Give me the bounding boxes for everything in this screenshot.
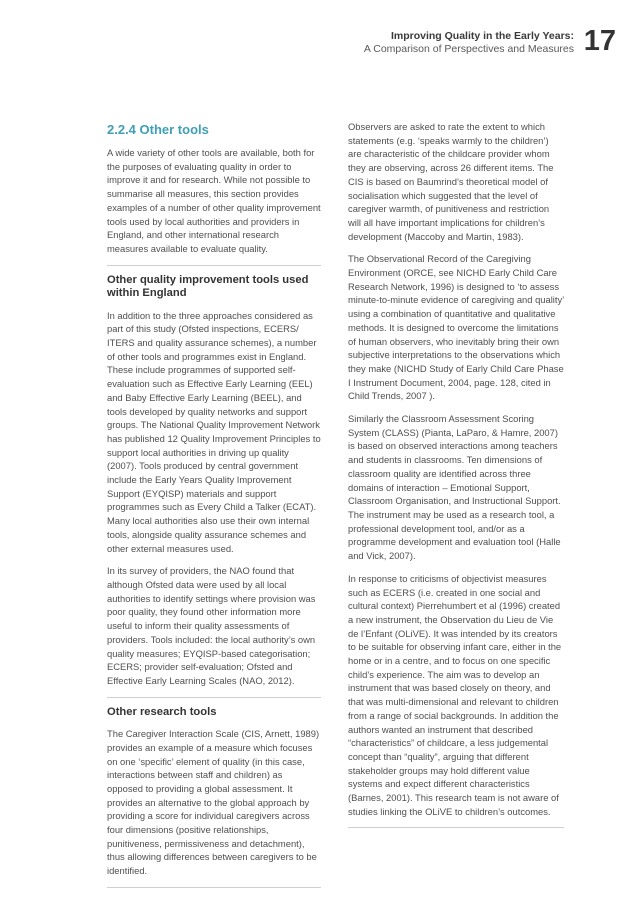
section-title: 2.2.4 Other tools: [107, 122, 209, 137]
paragraph-observers: Observers are asked to rate the extent to which statements (e.g. ‘speaks warmly to the children’) are characteristic of the childcare provider whom they are observing, across 26 different items. The CIS is based on Baumrind’s theoretical model of socialisation which suggested that the level of caregiver warmth, of punitiveness and restriction will all have important implications for children’s development (Maccoby and Martin, 1983).: [348, 121, 554, 242]
divider: [107, 887, 321, 888]
header-subtitle: A Comparison of Perspectives and Measures: [363, 43, 574, 55]
left-column: [107, 118, 321, 896]
paragraph-cis: The Caregiver Interaction Scale (CIS, Arnett, 1989) provides an example of a measure which focuses on one ‘specific’ element of quality (in this case, interactions between staff and children) as opposed to providing a global assessment. It provides an alternative to the global approach by providing a score for individual caregivers across four dimensions (positive relationships, punitiveness, permissiveness and detachment), thus allowing differences between caregivers to be identified.: [107, 728, 320, 877]
divider: [107, 697, 321, 698]
running-header: [274, 30, 574, 56]
divider: [107, 265, 321, 266]
header-title: Improving Quality in the Early Years:: [390, 30, 574, 42]
subheading-research-tools: Other research tools: [107, 705, 217, 718]
paragraph-orce: The Observational Record of the Caregiving Environment (ORCE, see NICHD Early Child Care Research Network, 1996) is designed to ‘to assess minute-to-minute evidence of caregiving and quality’ using a combination of quantitative and qualitative methods. It is designed to overcome the limitations of human observers, who inevitably bring their own subjective interpretations to the observations which they make (NICHD Study of Early Child Care Phase I Instrument Document, 2004, page. 128, cited in Child Trends, 2007 ).: [348, 253, 564, 402]
divider: [348, 827, 564, 828]
intro-paragraph: A wide variety of other tools are available, both for the purposes of evaluating quality in order to improve it and for research. While not possible to summarise all measures, this section provides examples of a number of other quality improvement tools used by local authorities and providers in England, and other international research measures available to evaluate quality.: [107, 147, 321, 254]
right-column: [348, 120, 564, 836]
page-number: 17: [583, 25, 616, 57]
paragraph-class: Similarly the Classroom Assessment Scoring System (CLASS) (Pianta, LaParo, & Hamre, 2007) is based on observed interactions among teachers and students in classrooms. Ten dimensions of classroom quality are identified across three domains of interaction – Emotional Support, Classroom Organisation, and Instructional Support. The instrument may be used as a research tool, a professional development tool, and/or as a programme development and evaluation tool (Halle and Vick, 2007).: [348, 413, 561, 562]
paragraph-nao-survey: In its survey of providers, the NAO found that although Ofsted data were used by all local authorities to identify settings where provision was poor quality, they found other information more useful to inform their quality assessments of providers. Tools included: the local authority’s own quality measures; EYQISP-based categorisation; ECERS; provider self-evaluation; Ofsted and Effective Early Learning Scales (NAO, 2012).: [107, 565, 316, 686]
paragraph-tools-england: In addition to the three approaches considered as part of this study (Ofsted inspections, ECERS/ ITERS and quality assurance schemes), a number of other tools and programmes exist in England. These include programmes of supported self-evaluation such as Effective Early Learning (EEL) and Baby Effective Early Learning (BEEL), and tools developed by quality networks and support groups. The National Quality Improvement Network has published 12 Quality Improvement Principles to support local authorities in driving up quality (2007). Tools produced by central government include the Early Years Quality Improvement Support (EYQISP) materials and support programmes such as Every Child a Talker (ECAT). Many local authorities also use their own internal tools, alongside quality assurance schemes and other external measures used.: [107, 309, 321, 554]
paragraph-olive: In response to criticisms of objectivist measures such as ECERS (i.e. created in one social and cultural context) Pierrehumbert et al (1996) created a new instrument, the Observation du Lieu de Vie de l’Enfant (OLiVE). It was intended by its creators to be suitable for observing infant care, either in the home or in a centre, and to focus on one specific child’s experience. The aim was to develop an instrument that was based closely on theory, and that was multi-dimensional and relevant to children from a range of social backgrounds. In addition the authors wanted an instrument that described “characteristics” of childcare, a less judgemental concept than “quality”, arguing that different stakeholder groups may hold different value systems and expect different characteristics (Barnes, 2001). This research team is not aware of studies linking the OLiVE to children’s outcomes.: [348, 572, 562, 817]
subheading-quality-tools: Other quality improvement tools used within England: [107, 273, 309, 300]
